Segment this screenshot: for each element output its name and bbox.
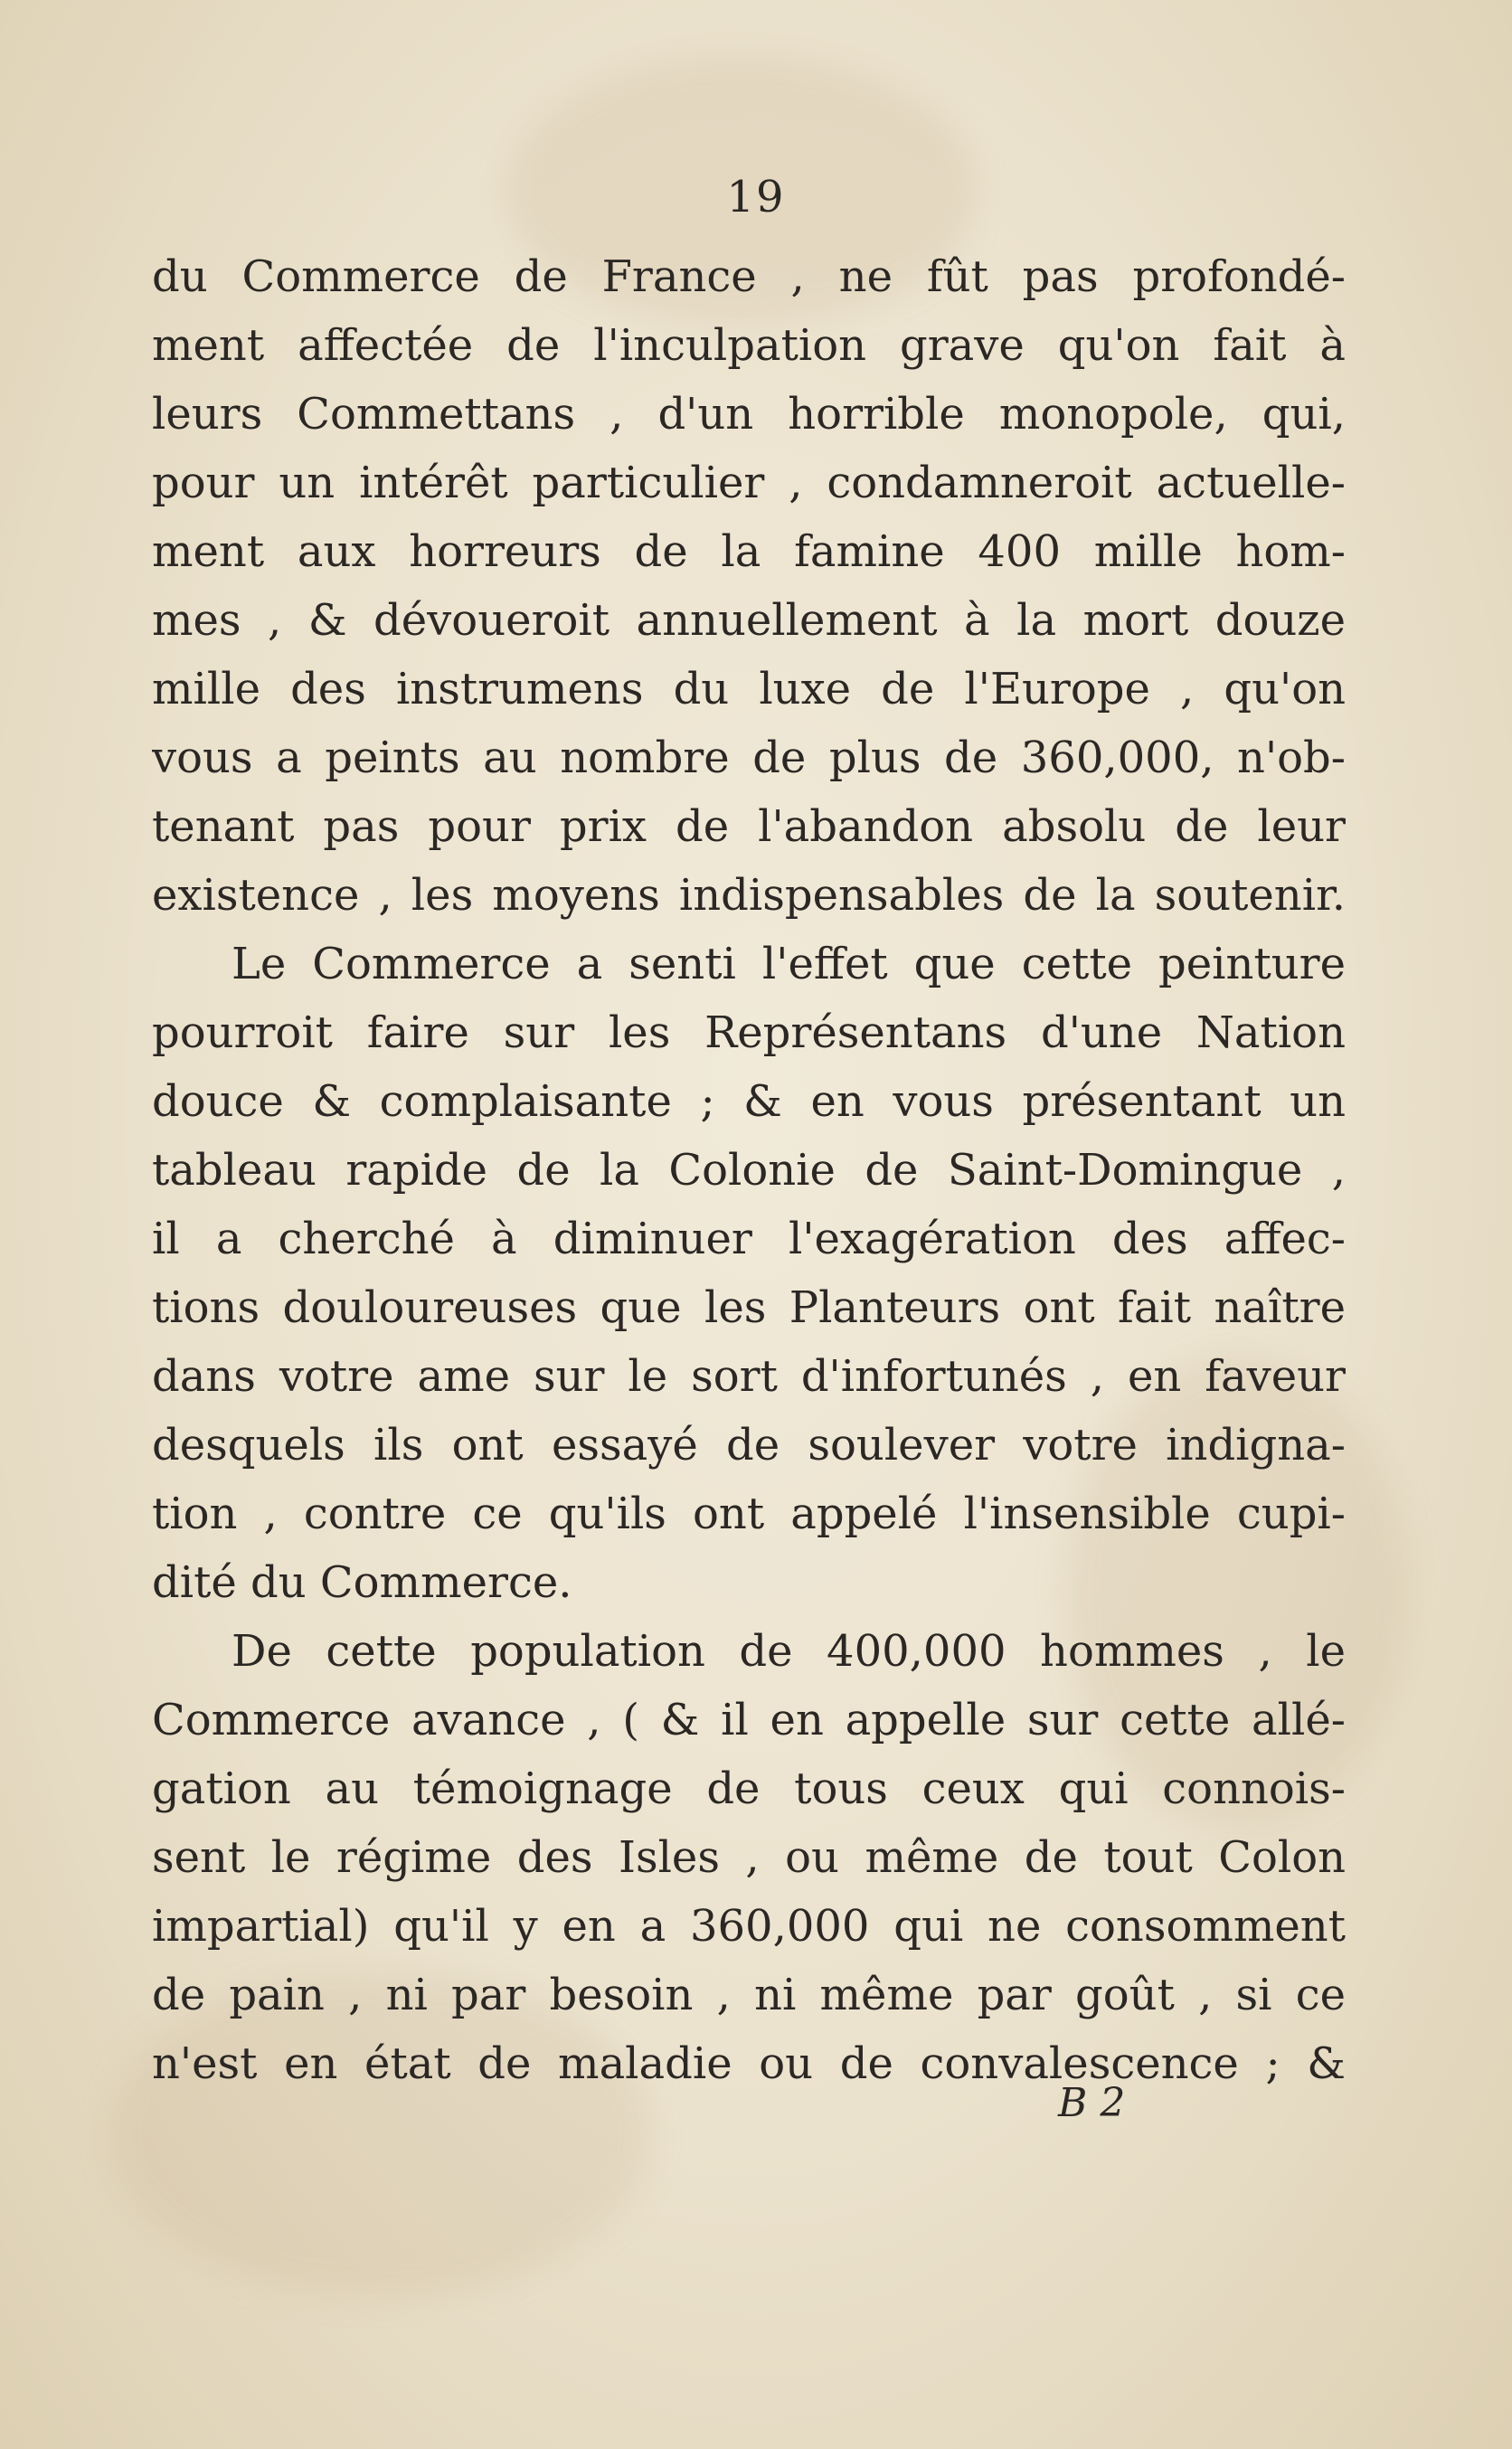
text-line: n'est en état de maladie ou de convalescence ; & <box>152 2038 1346 2089</box>
text-line: impartial) qu'il y en a 360,000 qui ne consomment <box>152 1901 1346 1952</box>
text-line: ment aux horreurs de la famine 400 mille hom- <box>152 526 1346 577</box>
text-line: dans votre ame sur le sort d'infortunés , en faveur <box>152 1351 1346 1402</box>
text-line: tenant pas pour prix de l'abandon absolu de leur <box>152 801 1346 852</box>
text-line: De cette population de 400,000 hommes , le <box>232 1626 1346 1677</box>
text-line: il a cherché à diminuer l'exagération des affec- <box>152 1214 1346 1264</box>
page-number: 19 <box>726 172 786 222</box>
body-text <box>152 242 1346 2098</box>
text-line: de pain , ni par besoin , ni même par goût , si ce <box>152 1970 1346 2020</box>
signature-mark: B 2 <box>1058 2080 1126 2126</box>
text-line: leurs Commettans , d'un horrible monopole, qui, <box>152 389 1346 440</box>
text-line: existence , les moyens indispensables de la soutenir. <box>152 870 1346 921</box>
text-line: pour un intérêt particulier , condamneroit actuelle- <box>152 458 1346 508</box>
text-line: douce & complaisante ; & en vous présentant un <box>152 1076 1346 1127</box>
text-line: Le Commerce a senti l'effet que cette peinture <box>232 939 1346 989</box>
text-line: dité du Commerce. <box>152 1557 572 1608</box>
text-line: du Commerce de France , ne fût pas profondé- <box>152 251 1346 302</box>
text-line: mille des instrumens du luxe de l'Europe , qu'on <box>152 664 1346 714</box>
text-line: gation au témoignage de tous ceux qui connois- <box>152 1763 1346 1814</box>
text-line: mes , & dévoueroit annuellement à la mort douze <box>152 595 1346 646</box>
text-line: pourroit faire sur les Représentans d'une Nation <box>152 1007 1346 1058</box>
text-line: tion , contre ce qu'ils ont appelé l'insensible cupi- <box>152 1489 1346 1539</box>
text-line: ment affectée de l'inculpation grave qu'on fait à <box>152 320 1346 371</box>
text-line: sent le régime des Isles , ou même de tout Colon <box>152 1832 1346 1883</box>
text-line: tableau rapide de la Colonie de Saint-Domingue , <box>152 1145 1346 1196</box>
text-line: Commerce avance , ( & il en appelle sur cette allé- <box>152 1695 1346 1745</box>
text-line: vous a peints au nombre de plus de 360,000, n'ob- <box>152 733 1346 783</box>
text-line: tions douloureuses que les Planteurs ont fait naître <box>152 1282 1346 1333</box>
text-line: desquels ils ont essayé de soulever votre indigna- <box>152 1420 1346 1470</box>
